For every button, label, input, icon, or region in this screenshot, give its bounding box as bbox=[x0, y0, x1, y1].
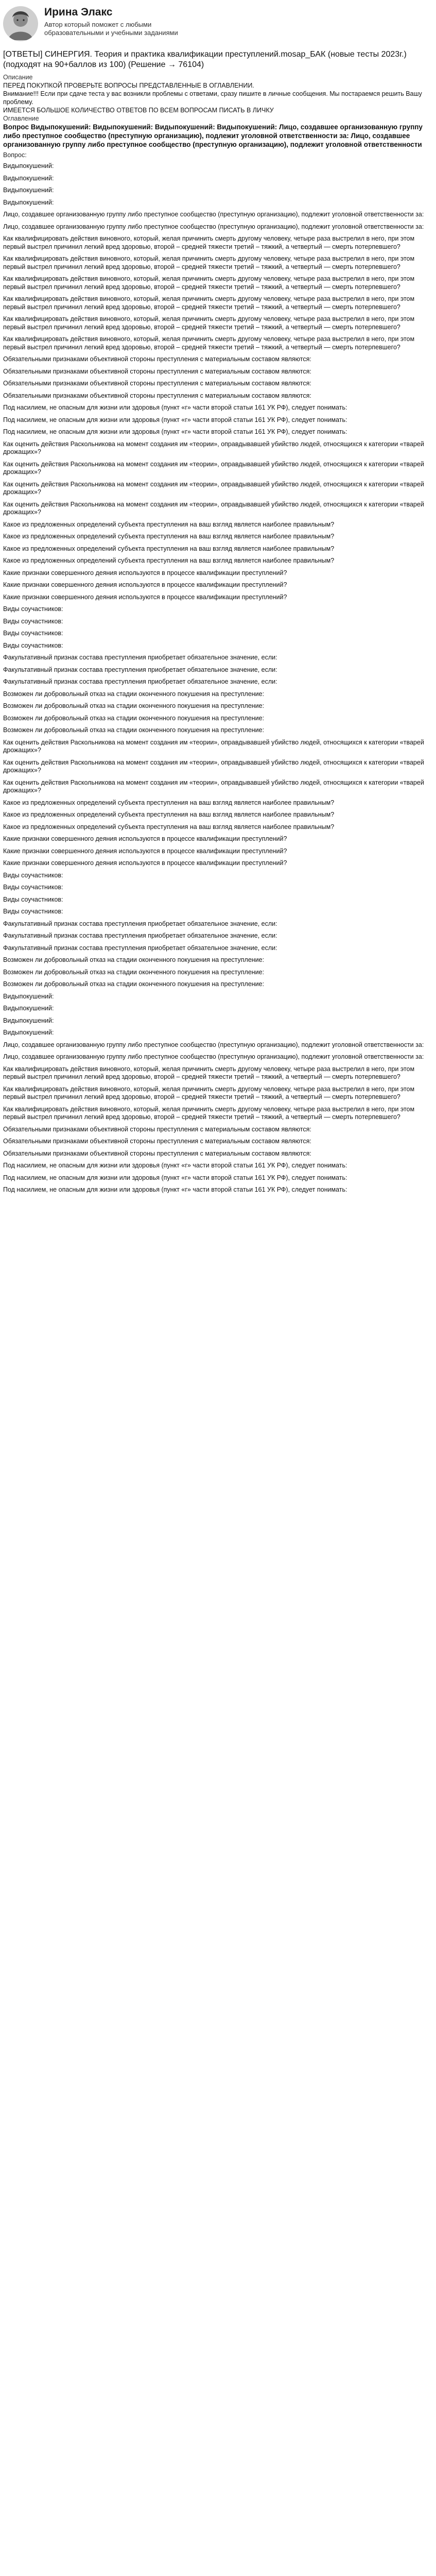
question-item: Обязательными признаками объективной стороны преступления с материальным составом являются: bbox=[3, 367, 311, 375]
question-item: Лицо, создавшее организованную группу либо преступное сообщество (преступную организацию), подлежит уголовной ответственности за: bbox=[3, 1041, 424, 1048]
question-item: Факультативный признак состава преступления приобретает обязательное значение, если: bbox=[3, 932, 277, 939]
description-body bbox=[3, 81, 433, 114]
question-item: Факультативный признак состава преступления приобретает обязательное значение, если: bbox=[3, 944, 277, 952]
question-item: Возможен ли добровольный отказ на стадии оконченного покушения на преступление: bbox=[3, 956, 265, 963]
question-item: Виды соучастников: bbox=[3, 884, 63, 891]
question-item: Какие признаки совершенного деяния используются в процессе квалификации преступлений? bbox=[3, 569, 287, 577]
question-item: Под насилием, не опасным для жизни или здоровья (пункт «г» части второй статьи 161 УК РФ), следует понимать: bbox=[3, 416, 347, 423]
work-content bbox=[0, 49, 436, 1194]
question-item: Обязательными признаками объективной стороны преступления с материальным составом являются: bbox=[3, 1138, 311, 1145]
question-item: Какое из предложенных определений субъекта преступления на ваш взгляд является наиболее правильным? bbox=[3, 520, 335, 528]
question-item: Как оценить действия Раскольникова на момент создания им «теории», оправдывавшей убийство людей, относящихся к категории «тварей дрожащих»? bbox=[3, 480, 426, 496]
toc-label: Оглавление bbox=[3, 115, 39, 122]
question-item: Как оценить действия Раскольникова на момент создания им «теории», оправдывавшей убийство людей, относящихся к категории «тварей дрожащих»? bbox=[3, 500, 426, 516]
question-item: Видыпокушений: bbox=[3, 198, 54, 206]
question-item: Возможен ли добровольный отказ на стадии оконченного покушения на преступление: bbox=[3, 702, 265, 709]
question-item: Как оценить действия Раскольникова на момент создания им «теории», оправдывавшей убийство людей, относящихся к категории «тварей дрожащих»? bbox=[3, 738, 426, 754]
author-name[interactable]: Ирина Элакс bbox=[44, 6, 113, 18]
question-item: Под насилием, не опасным для жизни или здоровья (пункт «г» части второй статьи 161 УК РФ), следует понимать: bbox=[3, 1162, 347, 1169]
question-item: Какое из предложенных определений субъекта преступления на ваш взгляд является наиболее правильным? bbox=[3, 823, 335, 831]
question-item: Факультативный признак состава преступления приобретает обязательное значение, если: bbox=[3, 678, 277, 685]
question-item: Под насилием, не опасным для жизни или здоровья (пункт «г» части второй статьи 161 УК РФ), следует понимать: bbox=[3, 1186, 347, 1193]
question-item: Как оценить действия Раскольникова на момент создания им «теории», оправдывавшей убийство людей, относящихся к категории «тварей дрожащих»? bbox=[3, 778, 426, 794]
description-label: Описание bbox=[3, 74, 33, 81]
question-item: Возможен ли добровольный отказ на стадии оконченного покушения на преступление: bbox=[3, 690, 265, 698]
question-item: Какие признаки совершенного деяния используются в процессе квалификации преступлений? bbox=[3, 859, 287, 867]
question-item: Возможен ли добровольный отказ на стадии оконченного покушения на преступление: bbox=[3, 968, 265, 976]
question-item: Как квалифицировать действия виновного, который, желая причинить смерть другому человеку, четыре раза выстрелил в него, при этом первый выстрел причинил легкий вред здоровью, второй – средней тяжести третий – тяжкий, а четвертый — смерть потерпевшего? bbox=[3, 255, 416, 270]
question-item: Обязательными признаками объективной стороны преступления с материальным составом являются: bbox=[3, 355, 311, 363]
question-item: Как квалифицировать действия виновного, который, желая причинить смерть другому человеку, четыре раза выстрелил в него, при этом первый выстрел причинил легкий вред здоровью, второй – средней тяжести третий – тяжкий, а четвертый — смерть потерпевшего? bbox=[3, 335, 416, 351]
question-item: Виды соучастников: bbox=[3, 617, 63, 625]
question-item: Лицо, создавшее организованную группу либо преступное сообщество (преступную организацию), подлежит уголовной ответственности за: bbox=[3, 211, 424, 218]
question-item: Факультативный признак состава преступления приобретает обязательное значение, если: bbox=[3, 666, 277, 673]
question-item: Под насилием, не опасным для жизни или здоровья (пункт «г» части второй статьи 161 УК РФ), следует понимать: bbox=[3, 1174, 347, 1181]
question-item: Виды соучастников: bbox=[3, 630, 63, 637]
question-item: Какое из предложенных определений субъекта преступления на ваш взгляд является наиболее правильным? bbox=[3, 799, 335, 806]
question-item: Обязательными признаками объективной стороны преступления с материальным составом являются: bbox=[3, 392, 311, 399]
description-line: Внимание!!! Если при сдаче теста у вас возникли проблемы с ответами, сразу пишите в личные сообщения. Мы постараемся решить Вашу проблему. bbox=[3, 90, 422, 106]
question-item: Видыпокушений: bbox=[3, 174, 54, 182]
work-title: [ОТВЕТЫ] СИНЕРГИЯ. Теория и практика квалификации преступлений.mosap_БАК (новые тесты 2023г.) (подходят на 90+баллов из 100) (Решение → 76104) bbox=[3, 50, 407, 69]
question-item: Видыпокушений: bbox=[3, 162, 54, 170]
question-item: Как квалифицировать действия виновного, который, желая причинить смерть другому человеку, четыре раза выстрелил в него, при этом первый выстрел причинил легкий вред здоровью, второй – средней тяжести третий – тяжкий, а четвертый — смерть потерпевшего? bbox=[3, 295, 416, 311]
avatar[interactable] bbox=[3, 6, 38, 41]
question-item: Как оценить действия Раскольникова на момент создания им «теории», оправдывавшей убийство людей, относящихся к категории «тварей дрожащих»? bbox=[3, 460, 426, 476]
question-item: Как оценить действия Раскольникова на момент создания им «теории», оправдывавшей убийство людей, относящихся к категории «тварей дрожащих»? bbox=[3, 758, 426, 774]
question-item: Лицо, создавшее организованную группу либо преступное сообщество (преступную организацию), подлежит уголовной ответственности за: bbox=[3, 1053, 424, 1060]
question-item: Лицо, создавшее организованную группу либо преступное сообщество (преступную организацию), подлежит уголовной ответственности за: bbox=[3, 223, 424, 230]
question-item: Как квалифицировать действия виновного, который, желая причинить смерть другому человеку, четыре раза выстрелил в него, при этом первый выстрел причинил легкий вред здоровью, второй – средней тяжести третий – тяжкий, а четвертый — смерть потерпевшего? bbox=[3, 315, 416, 331]
question-item: Как оценить действия Раскольникова на момент создания им «теории», оправдывавшей убийство людей, относящихся к категории «тварей дрожащих»? bbox=[3, 440, 426, 455]
question-item: Факультативный признак состава преступления приобретает обязательное значение, если: bbox=[3, 654, 277, 661]
question-item: Как квалифицировать действия виновного, который, желая причинить смерть другому человеку, четыре раза выстрелил в него, при этом первый выстрел причинил легкий вред здоровью, второй – средней тяжести третий – тяжкий, а четвертый — смерть потерпевшего? bbox=[3, 1065, 416, 1080]
question-item: Видыпокушений: bbox=[3, 992, 54, 1000]
question-item: Возможен ли добровольный отказ на стадии оконченного покушения на преступление: bbox=[3, 714, 265, 722]
question-item: Как квалифицировать действия виновного, который, желая причинить смерть другому человеку, четыре раза выстрелил в него, при этом первый выстрел причинил легкий вред здоровью, второй – средней тяжести третий – тяжкий, а четвертый — смерть потерпевшего? bbox=[3, 1105, 416, 1121]
question-item: Видыпокушений: bbox=[3, 1016, 54, 1024]
question-item: Видыпокушений: bbox=[3, 1029, 54, 1036]
question-item: Какие признаки совершенного деяния используются в процессе квалификации преступлений? bbox=[3, 593, 287, 601]
question-item: Под насилием, не опасным для жизни или здоровья (пункт «г» части второй статьи 161 УК РФ), следует понимать: bbox=[3, 428, 347, 435]
question-item: Какое из предложенных определений субъекта преступления на ваш взгляд является наиболее правильным? bbox=[3, 557, 335, 564]
question-item: Какое из предложенных определений субъекта преступления на ваш взгляд является наиболее правильным? bbox=[3, 811, 335, 818]
questions-label: Вопрос: bbox=[3, 151, 27, 159]
question-item: Какие признаки совершенного деяния используются в процессе квалификации преступлений? bbox=[3, 847, 287, 855]
question-item: Виды соучастников: bbox=[3, 908, 63, 915]
question-item: Виды соучастников: bbox=[3, 871, 63, 879]
question-item: Виды соучастников: bbox=[3, 641, 63, 649]
question-item: Возможен ли добровольный отказ на стадии оконченного покушения на преступление: bbox=[3, 726, 265, 734]
question-item: Видыпокушений: bbox=[3, 187, 54, 194]
description-line: ИМЕЕТСЯ БОЛЬШОЕ КОЛИЧЕСТВО ОТВЕТОВ ПО ВСЕМ ВОПРОСАМ ПИСАТЬ В ЛИЧКУ bbox=[3, 107, 274, 114]
question-item: Какое из предложенных определений субъекта преступления на ваш взгляд является наиболее правильным? bbox=[3, 533, 335, 540]
avatar-image-icon bbox=[3, 6, 38, 41]
question-item: Как квалифицировать действия виновного, который, желая причинить смерть другому человеку, четыре раза выстрелил в него, при этом первый выстрел причинил легкий вред здоровью, второй – средней тяжести третий – тяжкий, а четвертый — смерть потерпевшего? bbox=[3, 275, 416, 291]
question-item: Как квалифицировать действия виновного, который, желая причинить смерть другому человеку, четыре раза выстрелил в него, при этом первый выстрел причинил легкий вред здоровью, второй – средней тяжести третий – тяжкий, а четвертый — смерть потерпевшего? bbox=[3, 1085, 416, 1100]
question-item: Обязательными признаками объективной стороны преступления с материальным составом являются: bbox=[3, 380, 311, 387]
question-item: Как квалифицировать действия виновного, который, желая причинить смерть другому человеку, четыре раза выстрелил в него, при этом первый выстрел причинил легкий вред здоровью, второй – средней тяжести третий – тяжкий, а четвертый — смерть потерпевшего? bbox=[3, 235, 416, 250]
question-item: Видыпокушений: bbox=[3, 1005, 54, 1012]
author-block bbox=[0, 0, 436, 49]
question-list bbox=[3, 162, 433, 1194]
question-item: Виды соучастников: bbox=[3, 605, 63, 613]
author-text bbox=[44, 5, 199, 37]
question-item: Какое из предложенных определений субъекта преступления на ваш взгляд является наиболее правильным? bbox=[3, 545, 335, 552]
toc-heading: Вопрос Видыпокушений: Видыпокушений: Видыпокушений: Видыпокушений: Лицо, создавшее организованную группу либо преступное сообщество (преступную организацию), подлежит уголовной ответственности за: Лицо, создавшее организованную группу либо преступное сообщество (преступную организацию), подлежит уголовной ответственности bbox=[3, 123, 423, 148]
author-description: Автор который поможет с любыми образовательными и учебными заданиями bbox=[44, 21, 178, 37]
description-line: ПЕРЕД ПОКУПКОЙ ПРОВЕРЬТЕ ВОПРОСЫ ПРЕДСТАВЛЕННЫЕ В ОГЛАВЛЕНИИ. bbox=[3, 82, 254, 89]
question-item: Факультативный признак состава преступления приобретает обязательное значение, если: bbox=[3, 920, 277, 927]
question-item: Под насилием, не опасным для жизни или здоровья (пункт «г» части второй статьи 161 УК РФ), следует понимать: bbox=[3, 404, 347, 411]
question-item: Обязательными признаками объективной стороны преступления с материальным составом являются: bbox=[3, 1125, 311, 1133]
question-item: Обязательными признаками объективной стороны преступления с материальным составом являются: bbox=[3, 1149, 311, 1157]
question-item: Какие признаки совершенного деяния используются в процессе квалификации преступлений? bbox=[3, 835, 287, 842]
question-item: Виды соучастников: bbox=[3, 895, 63, 903]
question-item: Возможен ли добровольный отказ на стадии оконченного покушения на преступление: bbox=[3, 980, 265, 988]
question-item: Какие признаки совершенного деяния используются в процессе квалификации преступлений? bbox=[3, 581, 287, 588]
